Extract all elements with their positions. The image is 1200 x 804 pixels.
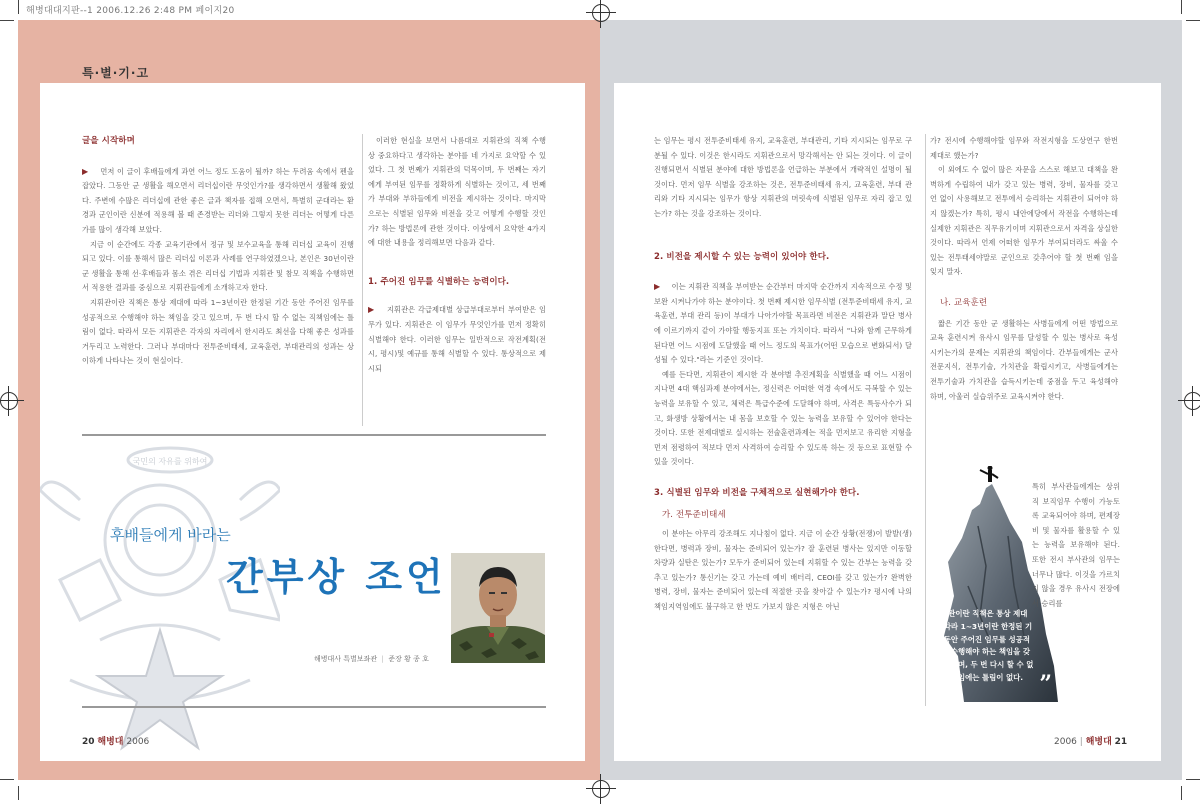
folio-year: 2006 <box>126 737 150 747</box>
triangle-bullet-icon: ▶ <box>82 166 89 176</box>
author-portrait <box>451 553 545 663</box>
paragraph: 이 분야는 아무리 강조해도 지나침이 없다. 지금 이 순간 상황(전쟁)이 발발(생) 한다면, 병력과 장비, 물자는 준비되어 있는가? 잘 훈련된 병사는 있지만 이동할 차량과 실탄은 있는가? 모두가 준비되어 있는데 지휘할 수 있는 간부는 능력을 갖추고 있는가? 통신기는 갖고 가는데 예비 배터리, CEOI를 갖고 있는가? 완벽한 병력, 장비, 물자는 준비되어 있는데 적절한 곳을 찾아갈 수 있는가? 평시에 나의 책임지역임에도 불구하고 한 번도 가보지 않은 지형은 아닌 <box>654 529 912 612</box>
paragraph: 예를 든다면, 지휘관이 제시한 각 분야별 추진계획을 식별했을 때 어느 시점이 지나면 4대 핵심과제 분야에서는, 정신력은 어떠한 역경 속에서도 극복할 수 있는 능력을 보유할 수 있고, 체력은 특급수준에 도달해야 하며, 사격은 특등사수가 되고, 화생방 상황에서는 내 몸을 보호할 수 있는 능력을 보유할 수 있어야 한다는 것이다. 또한 전제대별로 실시하는 전술훈련과제는 적을 먼저보고 유리한 지형을 먼저 점령하여 적보다 먼저 사격하여 승리할 수 있도록 하는 것 등으로 표현할 수 있을 것이다. <box>654 369 912 467</box>
byline-name: 준장 황 종 호 <box>388 655 429 663</box>
crop-mark <box>0 20 14 21</box>
paragraph: ▶ 지휘관은 각급제대별 상급부대로부터 부여받은 임무가 있다. 지휘관은 이 임무가 무엇인가를 먼저 정확히 식별해야 한다. 이러한 임무는 일반적으로 작전계획(전시, 평시)및 예규를 통해 식별할 수 있다. 통상적으로 제시되 <box>368 305 546 373</box>
emblem-ribbon-text: 국민의 자유를 위하여 <box>132 457 208 466</box>
paragraph: 가? 전시에 수행해야할 임무와 작전지형을 도상연구 한번 제대로 했는가? <box>930 136 1118 160</box>
registration-mark-icon <box>0 392 18 410</box>
paragraph: 짧은 기간 동안 군 생활하는 사병들에게 어떤 방법으로 교육 훈련시켜 유사시 임무를 달성할 수 있는 병사로 육성시키는가의 문제는 지휘관의 책임이다. 간부들에게는 군사전문지식, 전투기술, 가치관을 확립시키고, 사병들에게는 전투기술과 가치관을 습득시키는데 중점을 두고 육성해야 하며, 아울러 실습위주로 교육시켜야 한다. <box>930 318 1118 401</box>
magazine-name: 해병대 <box>1085 737 1112 747</box>
crop-mark <box>1186 779 1200 780</box>
folio-year: 2006 <box>1054 737 1077 747</box>
right-column-2 <box>930 134 1118 404</box>
right-column-1 <box>654 134 912 615</box>
article-kicker: 후배들에게 바라는 <box>110 526 231 544</box>
section-label: 특·별·기·고 <box>82 66 150 80</box>
paragraph: 는 임무는 평시 전투준비태세 유지, 교육훈련, 부대관리, 기타 지시되는 임무로 구분될 수 있다. 이것은 한시라도 지휘관으로서 망각해서는 안 되는 것이다. 이 글이 진행되면서 식별된 분야에 대한 방법론을 언급하는 부분에서 개략적인 설명이 될 것이다. 먼저 임무 식별을 강조하는 것은, 전투준비태세 유지, 교육훈련, 부대 관리와 기타 지시되는 임무가 항상 지휘관의 머릿속에 식별된 임무로 자리 잡고 있는가? 하는 것을 강조하는 것이다. <box>654 136 912 218</box>
paragraph: 지금 이 순간에도 각종 교육기관에서 정규 및 보수교육을 통해 리더십 교육이 진행되고 있다. 이를 통해서 많은 리더십 이론과 사례를 연구하였겠으나, 본인은 30년이란 군 생활을 통해 선·후배들과 몸소 겪은 리더십 기법과 지휘관 및 참모 직책을 수행하면서 적용한 결과를 중심으로 지휘관들에게 소개하고자 한다. <box>82 239 354 293</box>
crop-mark <box>18 0 19 14</box>
subsection-heading: 나. 교육훈련 <box>940 297 988 308</box>
close-quote-icon: ” <box>1039 670 1052 697</box>
crop-mark <box>0 779 14 780</box>
paragraph: ▶ 이는 지휘관 직책을 부여받는 순간부터 마지막 순간까지 지속적으로 수정 및 보완 시켜나가야 하는 분야이다. 첫 번째 제시한 임무식별 (전투준비태세 유지, 교육훈련, 부대 관리 등)이 부대가 나아가야할 목표라면 비전은 지휘관과 말단 병사에 이르기까지 같이 가야할 행동지표 또는 가치이다. 따라서 "나와 함께 근무하게 된다면 어느 시점에 도달했을 때 어느 정도의 목표가(어떤 모습으로 변화되서) 달성될 수 있다."라는 기준인 것이다. <box>654 282 912 365</box>
article-title: 간부상 조언 <box>226 555 447 599</box>
byline: 해병대사 특별보좌관 | 준장 황 종 호 <box>314 655 429 663</box>
crop-mark <box>1181 786 1182 800</box>
right-folio: 2006 | 해병대 21 <box>1054 737 1128 747</box>
crop-mark <box>1181 0 1182 14</box>
section-divider <box>82 706 546 708</box>
registration-mark-icon <box>1184 392 1200 410</box>
page-number: 21 <box>1114 737 1128 747</box>
pull-quote <box>934 590 1052 697</box>
left-column-2 <box>368 134 546 376</box>
star-icon <box>98 630 222 748</box>
triangle-bullet-icon: ▶ <box>654 282 661 292</box>
crop-mark <box>1186 20 1200 21</box>
magazine-name: 해병대 <box>97 737 124 747</box>
registration-mark-icon <box>592 780 610 798</box>
paragraph: 이러한 현실을 보면서 나름대로 지휘관의 직책 수행 상 중요하다고 생각하는 분야를 네 가지로 요약할 수 있었다. 그 첫 번째가 지휘관의 덕목이며, 두 번째는 자기에게 부여된 임무를 정확하게 식별하는 것이고, 세 번째가 부대와 부하들에게 비전을 제시하는 것이다. 마지막으로는 식별된 임무와 비전을 갖고 어떻게 수행할 것인가? 하는 방법론에 관한 것이다. 이상에서 요약한 4가지에 대한 내용을 정리해보면 다음과 같다. <box>368 136 546 248</box>
paragraph: ▶ 먼저 이 글이 후배들에게 과연 어느 정도 도움이 될까? 하는 두려움 속에서 펜을 잡았다. 그동안 군 생활을 해오면서 리더십이란 무엇인가?를 생각하면서 생활해 왔었다. 주변에 수많은 리더십에 관한 좋은 글과 책자를 접해 오면서, 특별히 군대라는 환경과 군인이란 신분에 적용해 볼 때 존경받는 리더와 그렇지 못한 리더는 어떻게 다른가를 많이 생각해 보았다. <box>82 166 354 234</box>
column-rule <box>925 134 926 706</box>
right-column-2-continued <box>1032 480 1120 611</box>
registration-mark-icon <box>592 4 610 22</box>
paragraph: 특히 부사관들에게는 상위 직 보직임무 수행이 가능토록 교육되어야 하며, 편제장비 및 물자를 활용할 수 있는 능력을 보유해야 된다. 또한 전시 부사관의 임무는 너무나 많다. 이것을 가르치지 않을 경우 유사시 전장에서 승리를 <box>1032 482 1120 608</box>
column-rule <box>362 134 363 426</box>
section-divider <box>82 434 546 436</box>
byline-org: 해병대사 특별보좌관 <box>314 655 378 663</box>
pull-quote-text: 지휘관이란 직책은 통상 제대에 따라 1~3년이란 한정된 기간 동안 주어진 임무를 성공적으로 수행해야 하는 책임을 갖고 있으며, 두 번 다시 할 수 없는 직책임에는 틀림이 없다. <box>934 609 1034 682</box>
climber-figure <box>980 466 998 482</box>
page-number: 20 <box>82 737 95 747</box>
crop-mark <box>18 786 19 800</box>
left-column-1 <box>82 134 354 369</box>
subsection-heading: 가. 전투준비태세 <box>662 510 726 521</box>
section-heading: 글을 시작하며 <box>82 136 135 146</box>
open-quote-icon: “ <box>934 590 947 616</box>
section-heading: 2. 비전을 제시할 수 있는 능력이 있어야 한다. <box>654 251 830 262</box>
left-folio <box>82 734 149 747</box>
triangle-bullet-icon: ▶ <box>368 305 375 315</box>
printer-slug: 해병대대지판--1 2006.12.26 2:48 PM 페이지20 <box>26 6 235 16</box>
paragraph: 지휘관이란 직책은 통상 제대에 따라 1~3년이란 한정된 기간 동안 주어진 임무를 성공적으로 수행해야 하는 책임을 갖고 있으며, 두 번 다시 할 수 없는 직책임에는 틀림이 없다. 따라서 모든 지휘관은 각자의 자리에서 한시라도 최선을 다해 좋은 성과를 거두리고 노력한다. 그러나 부대마다 전투준비태세, 교육훈련, 부대관리의 성과는 상이하게 나타나는 것이 현실이다. <box>82 297 354 366</box>
section-heading: 3. 식별된 임무와 비전을 구체적으로 실현해가야 한다. <box>654 487 860 498</box>
section-heading: 1. 주어진 임무를 식별하는 능력이다. <box>368 276 510 287</box>
paragraph: 이 외에도 수 없이 많은 자문을 스스로 해보고 대책을 완벽하게 수립하여 내가 갖고 있는 병력, 장비, 물자를 갖고 언 없이 사용해보고 전투에서 승리하는 지휘관이 되어야 하지 않겠는가? 특히, 평시 내안에당에서 작전을 수행하는데 실제한 지휘관은 직무유기이며 지휘관으로서 자격을 상실한 것이다. 따라서 언제 어떠한 임무가 부여되더라도 싸울 수 있는 전투태세야말로 군인으로 갖추어야 할 첫 번째 임을 잊지 말자. <box>930 165 1119 277</box>
